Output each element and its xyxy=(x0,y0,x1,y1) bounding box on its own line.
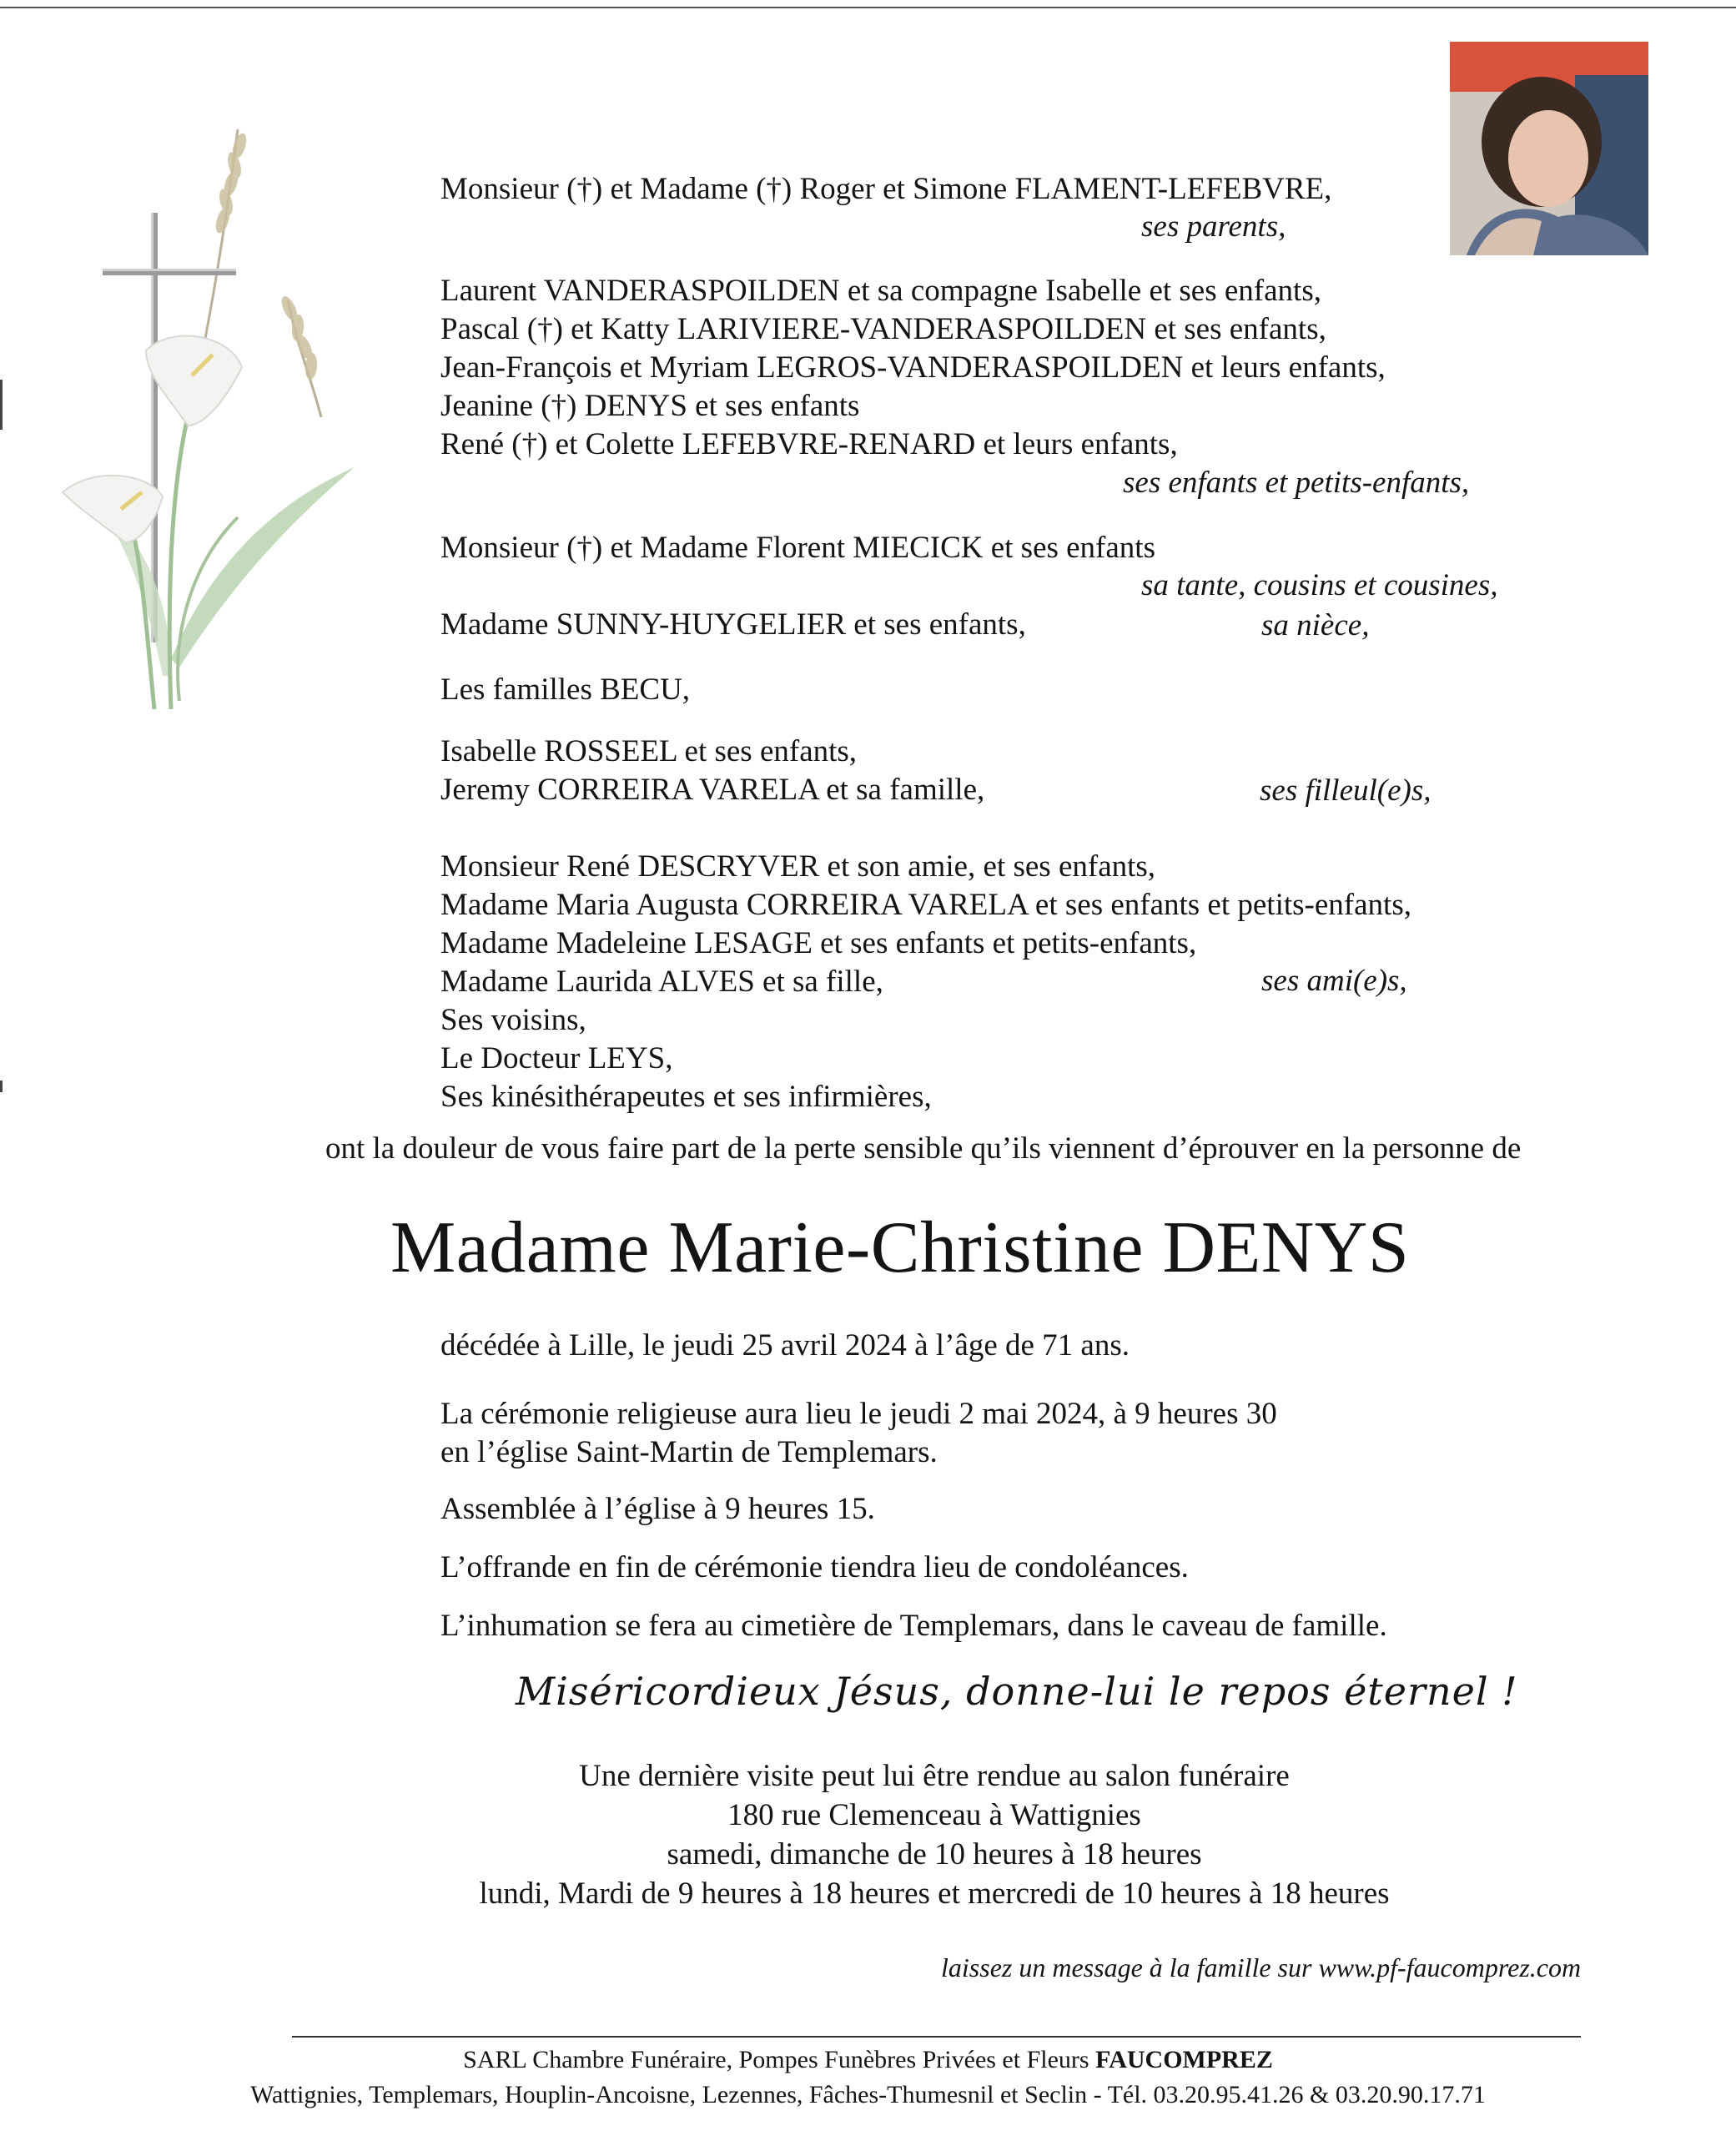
footer-brand: FAUCOMPREZ xyxy=(1095,2046,1273,2073)
niece-line: Madame SUNNY-HUYGELIER et ses enfants, xyxy=(440,607,1026,642)
godchild-line: Isabelle ROSSEEL et ses enfants, xyxy=(440,734,858,768)
assembly-details: Assemblée à l’église à 9 heures 15. xyxy=(440,1492,875,1526)
child-line: Laurent VANDERASPOILDEN et sa compagne Isabelle et ses enfants, xyxy=(440,274,1321,308)
footer-divider xyxy=(292,2036,1581,2038)
friend-line: Madame Maria Augusta CORREIRA VARELA et ses enfants et petits-enfants, xyxy=(440,888,1411,922)
ceremony-location: en l’église Saint-Martin de Templemars. xyxy=(440,1435,938,1469)
friend-line: Madame Laurida ALVES et sa fille, xyxy=(440,965,883,999)
friend-line: Ses voisins, xyxy=(440,1003,586,1037)
visit-info xyxy=(0,1756,1736,1913)
becu-line: Les familles BECU, xyxy=(440,673,691,707)
cross-lily-illustration xyxy=(46,125,363,726)
announcement-text: ont la douleur de vous faire part de la perte sensible qu’ils viennent d’éprouver en la personne de xyxy=(325,1131,1522,1166)
friend-line: Ses kinésithérapeutes et ses infirmières, xyxy=(440,1080,932,1114)
visit-line: 180 rue Clemenceau à Wattignies xyxy=(727,1798,1141,1832)
top-border-line xyxy=(0,7,1736,8)
friend-line: Madame Madeleine LESAGE et ses enfants et petits-enfants, xyxy=(440,926,1197,960)
footer-contact: Wattignies, Templemars, Houplin-Ancoisne, Lezennes, Fâches-Thumesnil et Seclin - Tél. 03.20.95.41.26 & 03.20.90.17.71 xyxy=(250,2081,1486,2108)
friend-line: Le Docteur LEYS, xyxy=(440,1041,673,1076)
relation-parents: ses parents, xyxy=(1141,209,1286,244)
deceased-photo xyxy=(1450,42,1648,255)
website-message: laissez un message à la famille sur www.pf-faucomprez.com xyxy=(941,1952,1582,1982)
visit-line: Une dernière visite peut lui être rendue au salon funéraire xyxy=(579,1759,1290,1793)
friend-line: Monsieur René DESCRYVER et son amie, et ses enfants, xyxy=(440,849,1156,884)
burial-details: L’inhumation se fera au cimetière de Templemars, dans le caveau de famille. xyxy=(440,1609,1387,1643)
aunt-line: Monsieur (†) et Madame Florent MIECICK et ses enfants xyxy=(440,531,1155,565)
prayer-text: Miséricordieux Jésus, donne-lui le repos éternel ! xyxy=(516,1669,1518,1714)
relation-children: ses enfants et petits-enfants, xyxy=(1123,466,1470,500)
death-details: décédée à Lille, le jeudi 25 avril 2024 à l’âge de 71 ans. xyxy=(440,1328,1130,1363)
ceremony-details: La cérémonie religieuse aura lieu le jeudi 2 mai 2024, à 9 heures 30 xyxy=(440,1397,1277,1431)
parents-line: Monsieur (†) et Madame (†) Roger et Simone FLAMENT-LEFEBVRE, xyxy=(440,172,1332,206)
relation-aunt: sa tante, cousins et cousines, xyxy=(1141,568,1498,602)
scan-edge-mark xyxy=(0,1081,3,1092)
child-line: Jean-François et Myriam LEGROS-VANDERASPOILDEN et leurs enfants, xyxy=(440,350,1386,385)
footer-company-prefix: SARL Chambre Funéraire, Pompes Funèbres Privées et Fleurs xyxy=(463,2046,1096,2073)
child-line: Pascal (†) et Katty LARIVIERE-VANDERASPOILDEN et ses enfants, xyxy=(440,312,1326,346)
scan-edge-mark xyxy=(0,380,3,430)
offering-details: L’offrande en fin de cérémonie tiendra lieu de condoléances. xyxy=(440,1550,1189,1584)
child-line: René (†) et Colette LEFEBVRE-RENARD et leurs enfants, xyxy=(440,427,1178,461)
visit-line: lundi, Mardi de 9 heures à 18 heures et mercredi de 10 heures à 18 heures xyxy=(479,1877,1390,1911)
deceased-name: Madame Marie-Christine DENYS xyxy=(390,1207,1410,1288)
relation-godchildren: ses filleul(e)s, xyxy=(1260,773,1432,808)
relation-niece: sa nièce, xyxy=(1261,608,1370,642)
godchild-line: Jeremy CORREIRA VARELA et sa famille, xyxy=(440,773,985,807)
relation-friends: ses ami(e)s, xyxy=(1261,964,1407,998)
child-line: Jeanine (†) DENYS et ses enfants xyxy=(440,389,860,423)
visit-line: samedi, dimanche de 10 heures à 18 heures xyxy=(667,1837,1202,1872)
footer xyxy=(0,2043,1736,2113)
footer-company xyxy=(0,2043,1736,2078)
